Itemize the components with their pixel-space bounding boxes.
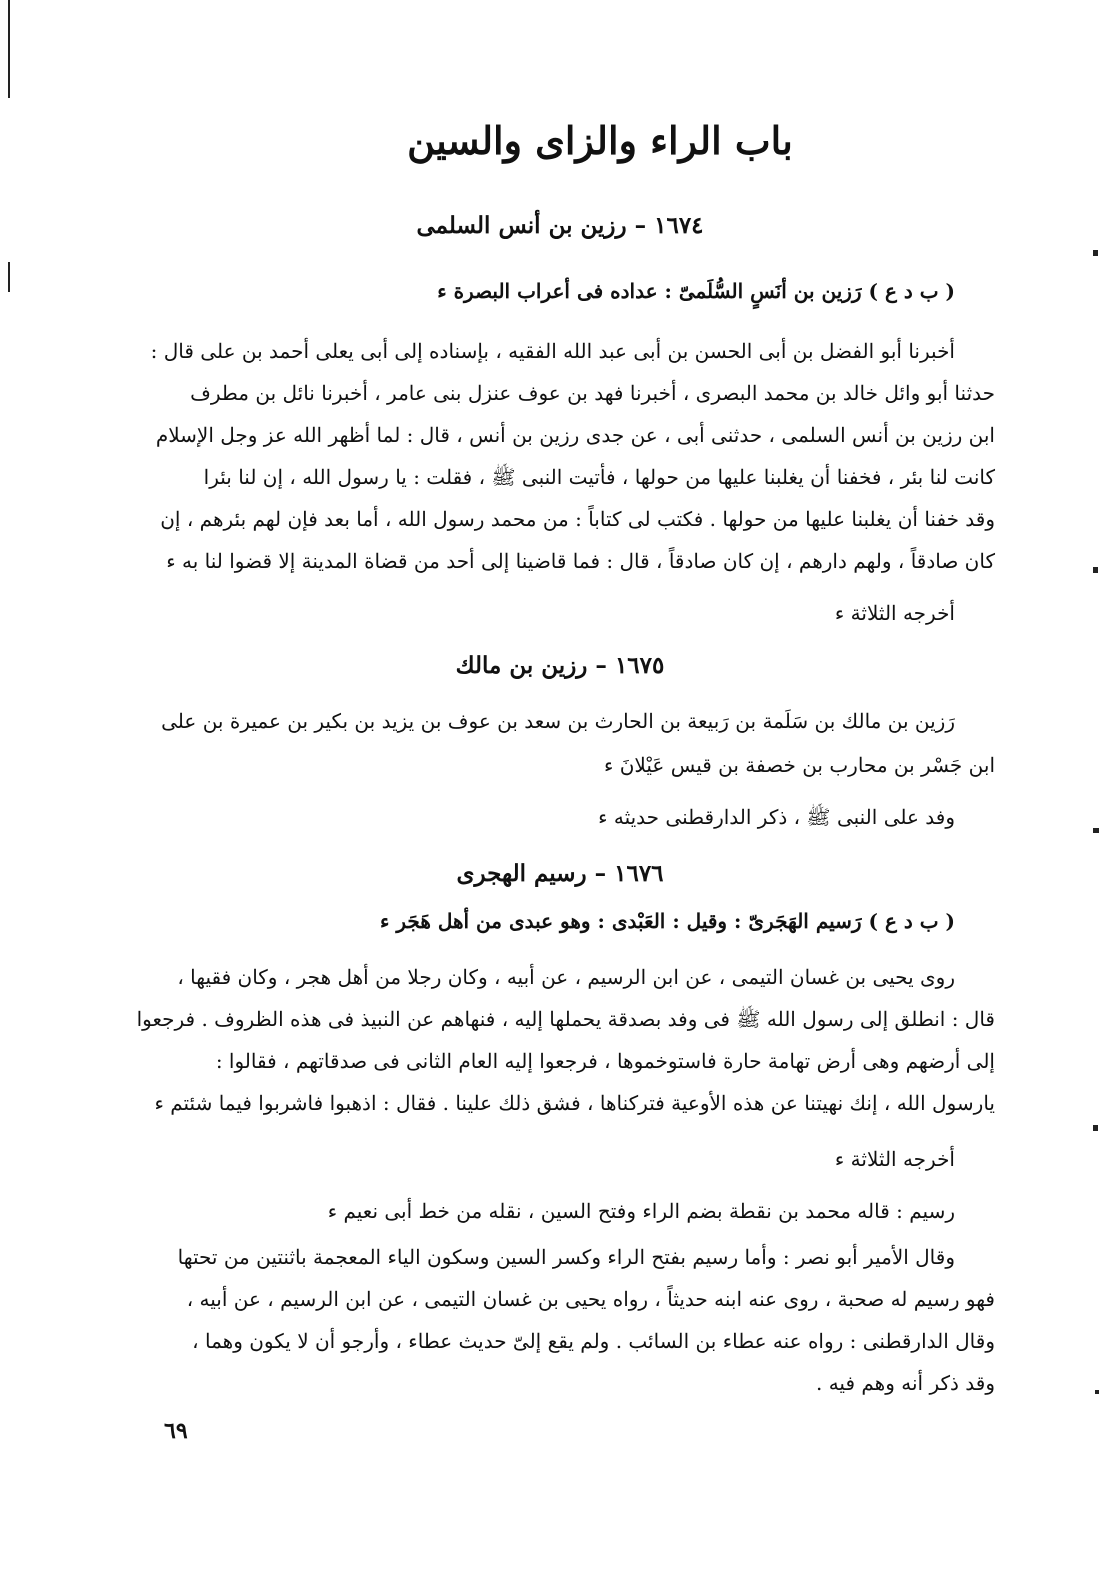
- entry-intro-line: ( ب د ع ) رَزين بن أنَسٍ السُّلَمىّ : عداده فى أعراب البصرة ء: [437, 279, 955, 303]
- margin-tick: [1093, 1125, 1098, 1131]
- text-line: ابن جَسْر بن محارب بن خصفة بن قيس عَيْلانَ ء: [603, 753, 995, 777]
- text-line: أخبرنا أبو الفضل بن أبى الحسن بن أبى عبد الله الفقيه ، بإسناده إلى أبى يعلى أحمد بن على قال :: [150, 339, 955, 363]
- text-line: وقد ذكر أنه وهم فيه .: [815, 1371, 995, 1395]
- margin-tick: [1093, 828, 1099, 833]
- text-line: وقال الدارقطنى : رواه عنه عطاء بن السائب . ولم يقع إلىّ حديث عطاء ، وأرجو أن لا يكون وهما ،: [192, 1329, 995, 1353]
- text-line: قال : انطلق إلى رسول الله ﷺ فى وفد بصدقة يحملها إليه ، فنهاهم عن النبيذ فى هذه الظروف . فرجعوا: [136, 1007, 995, 1031]
- text-line: كانت لنا بئر ، فخفنا أن يغلبنا عليها من حولها ، فأتيت النبى ﷺ ، فقلت : يا رسول الله ، إن لنا بئرا: [203, 465, 995, 489]
- text-line: حدثنا أبو وائل خالد بن محمد البصرى ، أخبرنا فهد بن عوف عنزل بنى عامر ، أخبرنا نائل بن مطرف: [190, 381, 995, 405]
- entry-heading: ١٦٧٥ – رزين بن مالك: [455, 652, 665, 679]
- text-line: كان صادقاً ، ولهم دارهم ، إن كان صادقاً ، قال : فما قاضينا إلى أحد من قضاة المدينة إلا قضوا لنا به ء: [166, 549, 995, 573]
- scan-edge-line-top: [8, 0, 10, 98]
- text-line: أخرجه الثلاثة ء: [834, 1147, 955, 1171]
- margin-tick: [1093, 250, 1098, 256]
- text-line: وقال الأمير أبو نصر : وأما رسيم بفتح الراء وكسر السين وسكون الياء المعجمة باثنتين من تحتها: [177, 1245, 955, 1269]
- chapter-title: باب الراء والزاى والسين: [407, 118, 793, 163]
- text-line: وفد على النبى ﷺ ، ذكر الدارقطنى حديثه ء: [598, 805, 955, 829]
- text-line: يارسول الله ، إنك نهيتنا عن هذه الأوعية فتركناها ، فشق ذلك علينا . فقال : اذهبوا فاشربوا فيما شئتم ء: [154, 1091, 995, 1115]
- text-line: روى يحيى بن غسان التيمى ، عن ابن الرسيم ، عن أبيه ، وكان رجلا من أهل هجر ، وكان فقيها ،: [177, 965, 955, 989]
- entry-heading: ١٦٧٦ – رسيم الهجرى: [456, 860, 664, 887]
- text-line: رسيم : قاله محمد بن نقطة بضم الراء وفتح السين ، نقله من خط أبى نعيم ء: [327, 1199, 955, 1223]
- margin-tick: [1095, 1390, 1099, 1394]
- scan-edge-line-mid: [8, 262, 10, 292]
- page-number: ٦٩: [164, 1418, 188, 1444]
- text-line: فهو رسيم له صحبة ، روى عنه ابنه حديثاً ، رواه يحيى بن غسان التيمى ، عن ابن الرسيم ، عن أبيه ،: [186, 1287, 995, 1311]
- margin-tick: [1093, 567, 1098, 573]
- text-line: إلى أرضهم وهى أرض تهامة حارة فاستوخموها ، فرجعوا إليه العام الثانى فى صدقاتهم ، فقالوا :: [215, 1049, 995, 1073]
- text-line: أخرجه الثلاثة ء: [834, 601, 955, 625]
- entry-heading: ١٦٧٤ – رزين بن أنس السلمى: [416, 212, 704, 239]
- text-line: وقد خفنا أن يغلبنا عليها من حولها . فكتب لى كتاباً : من محمد رسول الله ، أما بعد فإن لهم بئرهم ، إن: [160, 507, 995, 531]
- entry-intro-line: ( ب د ع ) رَسيم الهَجَرىّ : وقيل : العَبْدى : وهو عبدى من أهل هَجَر ء: [380, 909, 955, 933]
- text-line: رَزين بن مالك بن سَلَمة بن رَبيعة بن الحارث بن سعد بن عوف بن يزيد بن بكير بن عميرة بن على: [161, 709, 955, 733]
- text-line: ابن رزين بن أنس السلمى ، حدثنى أبى ، عن جدى رزين بن أنس ، قال : لما أظهر الله عز وجل الإسلام: [155, 423, 995, 447]
